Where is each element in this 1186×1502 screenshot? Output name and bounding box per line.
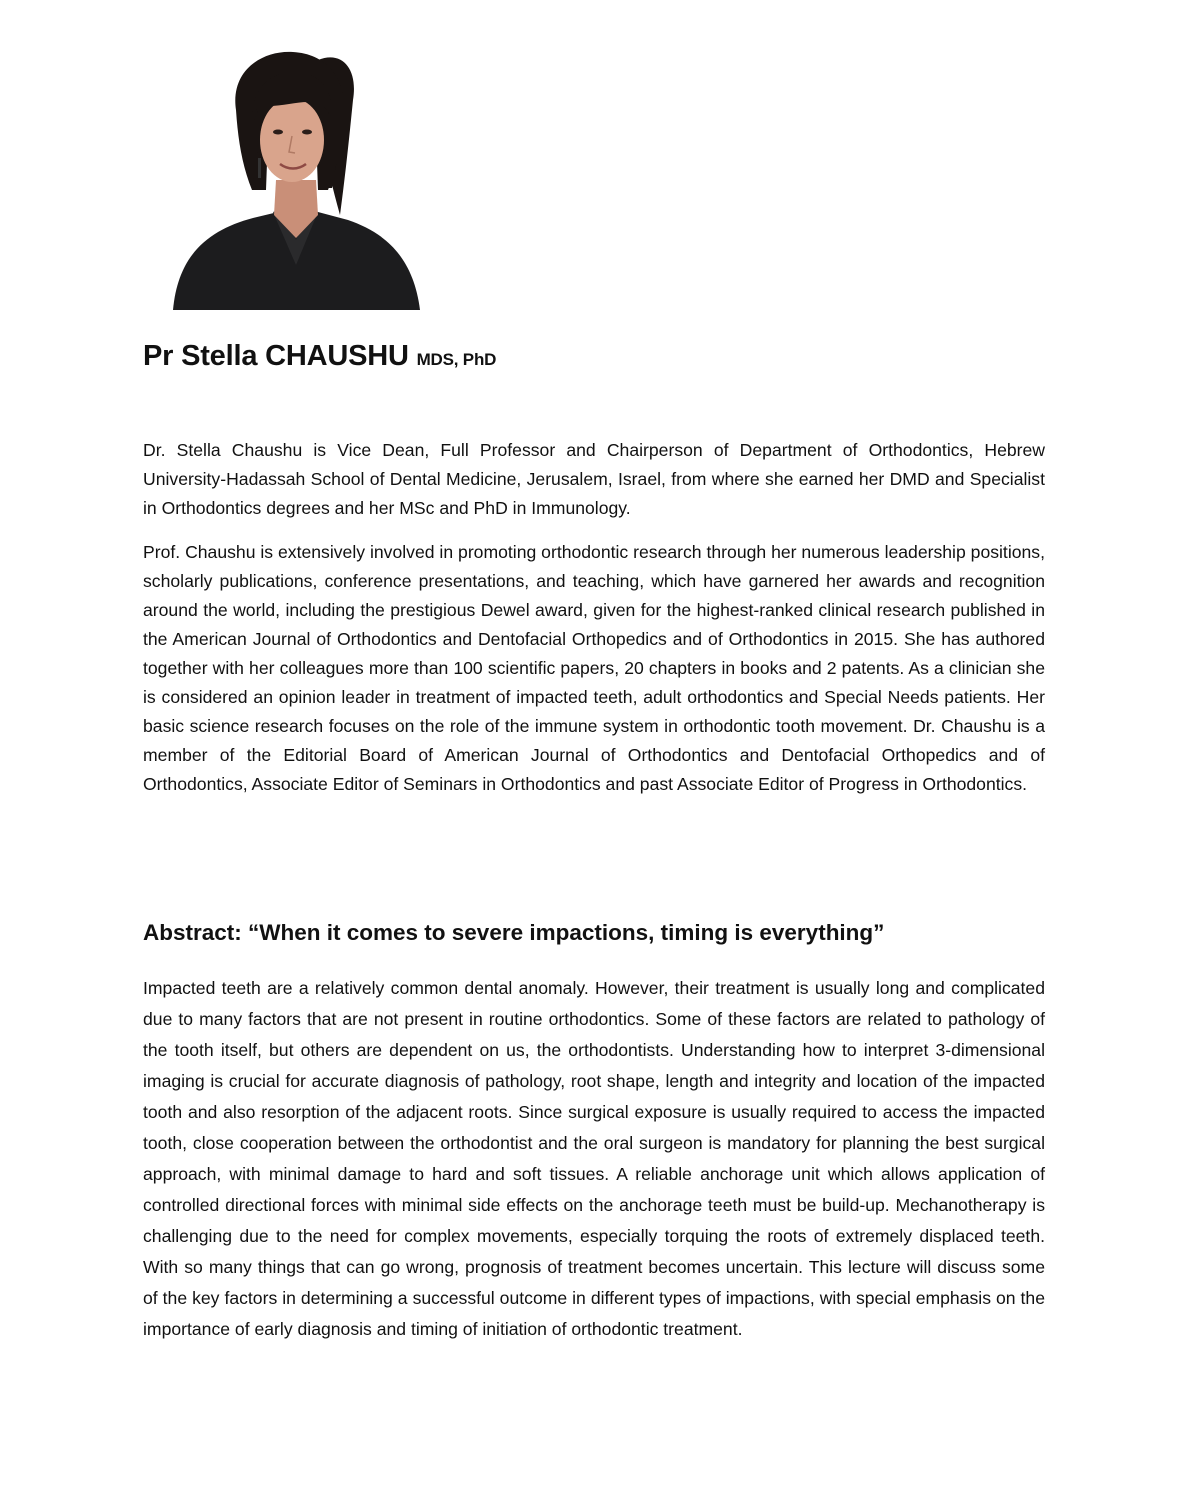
abstract-body: Impacted teeth are a relatively common dental anomaly. However, their treatment is usually long and complicated due to many factors that are not present in routine orthodontics. Some of these factors are related to pathology of the tooth itself, but others are dependent on us, the orthodontists. Understanding how to interpret 3-dimensional imaging is crucial for accurate diagnosis of pathology, root shape, length and integrity and location of the impacted tooth and also resorption of the adjacent roots. Since surgical exposure is usually required to access the impacted tooth, close cooperation between the orthodontist and the oral surgeon is mandatory for planning the best surgical approach, with minimal damage to hard and soft tissues. A reliable anchorage unit which allows application of controlled directional forces with minimal side effects on the anchorage teeth must be build-up. Mechanotherapy is challenging due to the need for complex movements, especially torquing the roots of extremely displaced teeth. With so many things that can go wrong, prognosis of treatment becomes uncertain. This lecture will discuss some of the key factors in determining a successful outcome in different types of impactions, with special emphasis on the importance of early diagnosis and timing of initiation of orthodontic treatment. bbox=[143, 978, 1045, 1339]
speaker-portrait-image bbox=[168, 40, 424, 310]
speaker-name: Pr Stella CHAUSHU bbox=[143, 340, 409, 372]
abstract-heading: Abstract: “When it comes to severe impactions, timing is everything” bbox=[143, 920, 885, 945]
bio-paragraph-1: Dr. Stella Chaushu is Vice Dean, Full Professor and Chairperson of Department of Orthodontics, Hebrew University-Hadassah School of Dental Medicine, Jerusalem, Israel, from where she earned her DMD and Specialist in Orthodontics degrees and her MSc and PhD in Immunology. bbox=[143, 440, 1045, 518]
speaker-name-heading bbox=[143, 340, 496, 373]
bio-paragraph-2: Prof. Chaushu is extensively involved in promoting orthodontic research through her numerous leadership positions, scholarly publications, conference presentations, and teaching, which have garnered her awards and recognition around the world, including the prestigious Dewel award, given for the highest-ranked clinical research published in the American Journal of Orthodontics and Dentofacial Orthopedics and of Orthodontics in 2015. She has authored together with her colleagues more than 100 scientific papers, 20 chapters in books and 2 patents. As a clinician she is considered an opinion leader in treatment of impacted teeth, adult orthodontics and Special Needs patients. Her basic science research focuses on the role of the immune system in orthodontic tooth movement. Dr. Chaushu is a member of the Editorial Board of American Journal of Orthodontics and Dentofacial Orthopedics and of Orthodontics, Associate Editor of Seminars in Orthodontics and past Associate Editor of Progress in Orthodontics. bbox=[143, 542, 1045, 794]
speaker-degrees: MDS, PhD bbox=[416, 350, 497, 369]
